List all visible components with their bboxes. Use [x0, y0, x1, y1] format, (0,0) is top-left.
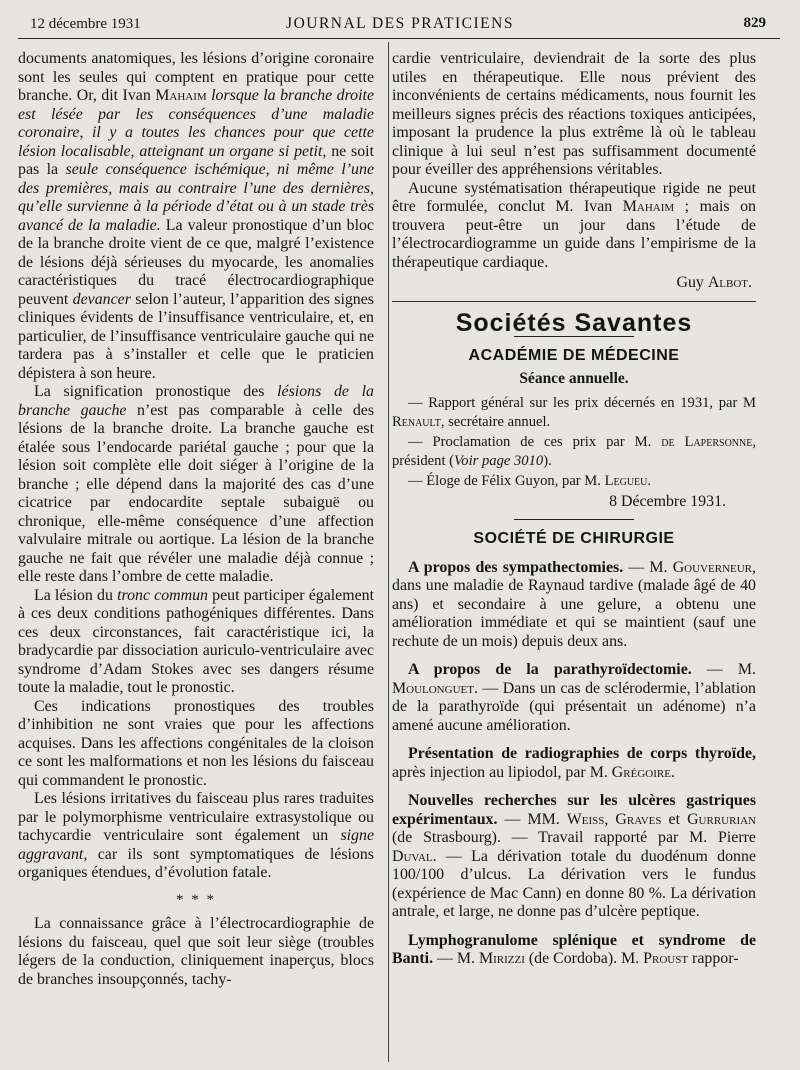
article-entry: Nouvelles recherches sur les ulcères gastriques expérimentaux. — MM. Weiss, Graves et Gurrurian (de Strasbourg). — Travail rapporté par M. Pierre Duval. — La dérivation totale du duodénum donne 100/100 d’ulcus. La dérivation vers le fundus (expérience de Mac Cann) en donne 80 %. La dérivation antrale, et large, ne donne pas d’ulcère peptique.: [392, 792, 757, 920]
paragraph: Ces indications pronostiques des troubles d’inhibition ne sont vraies que pour les affections acquises. Dans les affections congénitales de la cloison ce sont les malformations et non les lésions du faisceau qui commandent le pronostic.: [18, 697, 374, 789]
page-header: [0, 14, 800, 36]
article-entry: Lymphogranulome splénique et syndrome de Banti. — M. Mirizzi (de Cordoba). M. Proust rappor-: [392, 931, 756, 967]
paragraph: Aucune systématisation thérapeutique rigide ne peut être formulée, conclut M. Ivan Mahaim ; mais on trouvera peut-être un jour dans l’étude de l’électrocardiogramme un guide dans l’empirisme de la thérapeutique cardiaque.: [392, 179, 756, 271]
paragraph: cardie ventriculaire, deviendrait de la sorte des plus utiles en thérapeutique. Elle nous prévient des inconvénients de certains médicaments, nous fournit les meilleurs signes précis des réactions toxiques anticipées, imposant la prudence la plus extrême là où le tableau clinique à lui seul n’est pas suffisamment documenté pour éveiller des appréhensions véritables.: [392, 50, 756, 178]
right-column: [392, 50, 756, 969]
section-rule: [392, 301, 756, 302]
header-rule: [18, 38, 780, 39]
article-entry: A propos de la parathyroïdectomie. — M. Moulonguet. — Dans un cas de sclérodermie, l’ablation de la parathyroïde (qui présentait un adénome) n’a amené aucune amélioration.: [392, 661, 756, 734]
agenda-item: — Éloge de Félix Guyon, par M. Legueu.: [408, 473, 652, 489]
chirurgie-title: SOCIÉTÉ DE CHIRURGIE: [473, 530, 675, 547]
section-break-asterisks: * * *: [176, 891, 216, 908]
paragraph: La signification pronostique des lésions de la branche gauche n’est pas comparable à celle des lésions de la branche droite. La branche gauche est étalée sous l’endocarde pariétal gauche ; pour que la lésion soit complète elle doit siéger à l’origine de la branche ; elle dépend dans la majorité des cas d’une cicatrice par endocardite septale subaiguë ou chronique, elle-même conséquence d’une affection valvulaire mitrale ou aortique. La lésion de la branche gauche ne fait que révéler une maladie déjà connue ; elle reste dans l’ombre de cette maladie.: [18, 383, 374, 585]
section-rule: [514, 519, 634, 520]
journal-title: JOURNAL DES PRATICIENS: [286, 15, 514, 32]
paragraph: La connaissance grâce à l’électrocardiographie de lésions du faisceau, quel que soit leur siège (troubles légers de la conduction, cliniquement inaperçus, blocs de branches insoupçonnés, tachy-: [18, 915, 374, 988]
column-separator: [388, 42, 389, 1062]
agenda-item: — Rapport général sur les prix décernés en 1931, par M Renault, secrétaire annuel.: [392, 395, 756, 430]
academie-title: ACADÉMIE DE MÉDECINE: [468, 347, 680, 364]
article-entry: A propos des sympathectomies. — M. Gouverneur, dans une maladie de Raynaud tardive (malade âgé de 40 ans) et secondaire à une gelure, a obtenu une amélioration immédiate et qui se maintient (sauf une rechute de un mois) depuis deux ans.: [392, 558, 756, 650]
paragraph: documents anatomiques, les lésions d’origine coronaire sont les seules qui comptent en pratique pour cette branche. Or, dit Ivan Mahaim lorsque la branche droite est lésée par les conséquences d’une maladie coronaire, il y a toutes les chances pour que cette lésion localisable, atteignant un organe si petit, ne soit pas la seule conséquence ischémique, ni même l’une des premières, mais au contraire l’une des dernières, qu’elle survienne à la période d’état ou à un stade très avancé de la maladie. La valeur pronostique d’un bloc de la branche droite vient de ce que, malgré l’existence de lésions déjà sérieuses du myocarde, les anomalies caractéristiques du tracé électrocardiographique peuvent devancer selon l’auteur, l’apparition des signes cliniques évidents de l’insuffisance ventriculaire, et, en particulier, de l’insuffisance ventriculaire gauche qui ne tardera pas à s’installer et celle que le praticien dépistera à son heure.: [18, 50, 375, 382]
left-column: [18, 50, 374, 989]
session-label: Séance annuelle.: [519, 369, 629, 387]
paragraph: Les lésions irritatives du faisceau plus rares traduites par le polymorphisme ventriculaire extrasystolique ou tachycardie ventriculaire sont également un signe aggravant, car ils sont symptomatiques de lésions organiques étendues, d’évolution fatale.: [18, 790, 374, 881]
author-signature: Guy Albot.: [676, 274, 752, 291]
issue-date: 12 décembre 1931: [30, 16, 141, 32]
page-number: 829: [743, 15, 766, 31]
paragraph: La lésion du tronc commun peut participer également à ces deux conditions pathogéniques différentes. Dans ces deux circonstances, fait caractéristique ici, la bradycardie par dissociation auriculo-ventriculaire avec syndrome d’Adam Stokes avec ses dangers résume toute la maladie, tout le pronostic.: [18, 586, 374, 696]
article-entry: Présentation de radiographies de corps thyroïde, après injection au lipiodol, par M. Grégoire.: [392, 745, 756, 781]
section-title: Sociétés Savantes: [455, 308, 693, 337]
session-date: 8 Décembre 1931.: [609, 492, 726, 510]
agenda-item: — Proclamation de ces prix par M. de Lapersonne, président (Voir page 3010).: [392, 434, 756, 469]
